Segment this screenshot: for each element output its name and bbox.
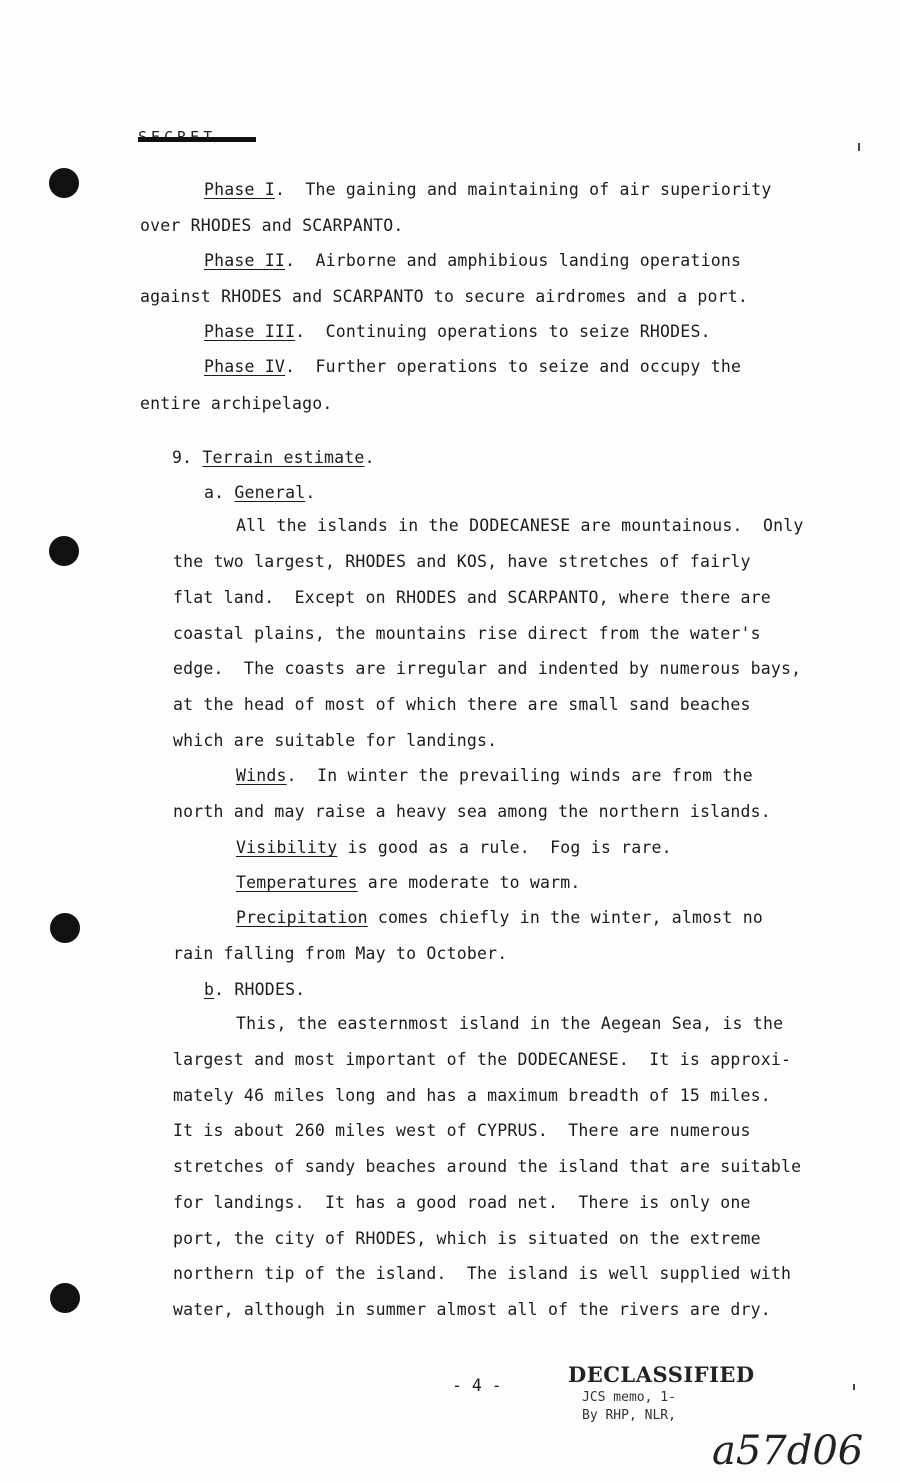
declassified-authority: JCS memo, 1- xyxy=(582,1390,676,1405)
punch-hole-4 xyxy=(50,1283,80,1313)
phase-4-cont: entire archipelago. xyxy=(140,394,333,413)
section-title: Terrain estimate xyxy=(202,448,365,467)
subsection-a-heading xyxy=(204,483,315,503)
general-line: at the head of most of which there are small sand beaches xyxy=(173,695,751,714)
rhodes-line: mately 46 miles long and has a maximum breadth of 15 miles. xyxy=(173,1086,771,1105)
subsection-marker: a. xyxy=(204,483,235,502)
phase-2-text: . Airborne and amphibious landing operations xyxy=(285,251,742,270)
rhodes-line: It is about 260 miles west of CYPRUS. There are numerous xyxy=(173,1121,751,1140)
phase-3-line xyxy=(204,322,711,342)
general-line: the two largest, RHODES and KOS, have stretches of fairly xyxy=(173,552,751,571)
subsection-title: General xyxy=(234,483,306,502)
rhodes-line: stretches of sandy beaches around the island that are suitable xyxy=(173,1157,802,1176)
section-number: 9. xyxy=(172,448,203,467)
rhodes-line: largest and most important of the DODECANESE. It is approxi- xyxy=(173,1050,792,1069)
phase-1-label: Phase I xyxy=(204,180,275,199)
punch-hole-2 xyxy=(49,536,79,566)
phase-1-cont: over RHODES and SCARPANTO. xyxy=(140,216,404,235)
winds-cont: north and may raise a heavy sea among the northern islands. xyxy=(173,802,771,821)
classification-strike xyxy=(138,137,256,142)
margin-mark xyxy=(858,143,860,151)
rhodes-line: This, the easternmost island in the Aegean Sea, is the xyxy=(236,1014,784,1033)
subsection-title-end: . xyxy=(305,483,316,502)
winds-line xyxy=(236,766,753,786)
classification-marking xyxy=(138,128,256,148)
phase-3-label: Phase III xyxy=(204,322,296,341)
visibility-line xyxy=(236,838,672,858)
punch-hole-3 xyxy=(50,913,80,943)
visibility-label: Visibility xyxy=(236,838,338,857)
precipitation-text: comes chiefly in the winter, almost no xyxy=(367,908,763,927)
phase-2-cont: against RHODES and SCARPANTO to secure airdromes and a port. xyxy=(140,287,749,306)
temperatures-text: are moderate to warm. xyxy=(357,873,581,892)
rhodes-line: port, the city of RHODES, which is situated on the extreme xyxy=(173,1229,761,1248)
general-line: All the islands in the DODECANESE are mountainous. Only xyxy=(236,516,804,535)
phase-3-text: . Continuing operations to seize RHODES. xyxy=(295,322,711,341)
section-9-heading xyxy=(172,448,375,468)
general-line: which are suitable for landings. xyxy=(173,731,498,750)
precipitation-label: Precipitation xyxy=(236,908,368,927)
declassified-by: By RHP, NLR, xyxy=(582,1408,676,1423)
phase-1-line xyxy=(204,180,772,200)
phase-4-text: . Further operations to seize and occupy the xyxy=(285,357,742,376)
subsection-b-title: . RHODES. xyxy=(214,980,306,999)
precipitation-line xyxy=(236,908,763,928)
general-line: coastal plains, the mountains rise direct from the water's xyxy=(173,624,761,643)
subsection-b-marker: b xyxy=(204,980,215,999)
subsection-b-heading xyxy=(204,980,305,1000)
general-line: flat land. Except on RHODES and SCARPANTO, where there are xyxy=(173,588,771,607)
phase-1-text: . The gaining and maintaining of air superiority xyxy=(274,180,772,199)
winds-label: Winds xyxy=(236,766,287,785)
page-number: - 4 - xyxy=(452,1376,502,1395)
phase-4-line xyxy=(204,357,741,377)
margin-mark xyxy=(853,1384,855,1390)
rhodes-line: water, although in summer almost all of the rivers are dry. xyxy=(173,1300,771,1319)
temperatures-label: Temperatures xyxy=(236,873,358,892)
phase-2-line xyxy=(204,251,741,271)
general-line: edge. The coasts are irregular and indented by numerous bays, xyxy=(173,659,802,678)
visibility-text: is good as a rule. Fog is rare. xyxy=(337,838,672,857)
phase-2-label: Phase II xyxy=(204,251,286,270)
punch-hole-1 xyxy=(49,168,79,198)
winds-text: . In winter the prevailing winds are from the xyxy=(286,766,753,785)
phase-4-label: Phase IV xyxy=(204,357,286,376)
temperatures-line xyxy=(236,873,581,893)
declassified-stamp: DECLASSIFIED xyxy=(568,1362,755,1387)
rhodes-line: northern tip of the island. The island is well supplied with xyxy=(173,1264,792,1283)
section-title-end: . xyxy=(364,448,375,467)
rhodes-line: for landings. It has a good road net. There is only one xyxy=(173,1193,751,1212)
precipitation-cont: rain falling from May to October. xyxy=(173,944,508,963)
handwritten-id: a57d06 xyxy=(712,1428,864,1474)
